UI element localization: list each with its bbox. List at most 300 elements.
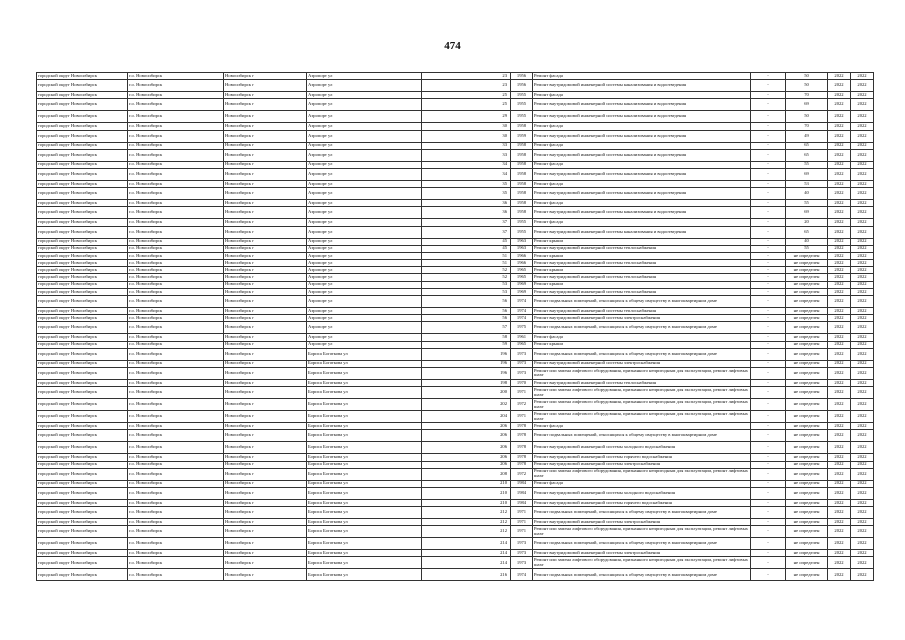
cell-city: Новосибирск г [224, 367, 307, 379]
cell-build-year: 1965 [511, 267, 533, 274]
cell-amount: не определен [786, 315, 828, 322]
cell-work-type: Ремонт подвальных помещений, относящихся к общему имуществу в многоквартирном доме [533, 296, 751, 308]
cell-city: Новосибирск г [224, 161, 307, 168]
cell-plan-year-end: 2022 [851, 99, 874, 111]
cell-plan-year-end: 2022 [851, 557, 874, 569]
cell-street: Аэропорт ул [307, 73, 422, 80]
cell-dash: - [751, 430, 786, 442]
cell-settlement: г.о. Новосибирск [128, 219, 224, 226]
cell-city: Новосибирск г [224, 442, 307, 454]
cell-settlement: г.о. Новосибирск [128, 245, 224, 252]
cell-plan-year-end: 2022 [851, 423, 874, 430]
cell-municipality: городской округ Новосибирск [37, 341, 128, 348]
cell-plan-year-start: 2022 [828, 557, 851, 569]
cell-build-year: 1966 [511, 260, 533, 267]
cell-settlement: г.о. Новосибирск [128, 296, 224, 308]
cell-street: Бориса Богаткова ул [307, 442, 422, 454]
cell-work-type: Ремонт фасада [533, 73, 751, 80]
table-row [37, 142, 874, 149]
cell-city: Новосибирск г [224, 111, 307, 123]
cell-work-type: Ремонт крыши [533, 267, 751, 274]
cell-amount: 69 [786, 207, 828, 219]
cell-municipality: городской округ Новосибирск [37, 442, 128, 454]
cell-plan-year-start: 2022 [828, 442, 851, 454]
cell-settlement: г.о. Новосибирск [128, 550, 224, 557]
cell-settlement: г.о. Новосибирск [128, 142, 224, 149]
cell-city: Новосибирск г [224, 315, 307, 322]
cell-house-number: 29 [422, 111, 511, 123]
table-row [37, 507, 874, 519]
cell-municipality: городской округ Новосибирск [37, 99, 128, 111]
cell-amount: не определен [786, 399, 828, 411]
cell-municipality: городской округ Новосибирск [37, 468, 128, 480]
cell-city: Новосибирск г [224, 468, 307, 480]
table-row [37, 454, 874, 461]
cell-settlement: г.о. Новосибирск [128, 200, 224, 207]
cell-work-type: Ремонт подвальных помещений, относящихся к общему имуществу в многоквартирном доме [533, 507, 751, 519]
cell-work-type: Ремонт подвальных помещений, относящихся к общему имуществу в многоквартирном доме [533, 538, 751, 550]
cell-build-year: 1978 [511, 430, 533, 442]
cell-settlement: г.о. Новосибирск [128, 487, 224, 499]
cell-work-type: Ремонт подвальных помещений, относящихся к общему имуществу в многоквартирном доме [533, 322, 751, 334]
cell-plan-year-start: 2022 [828, 480, 851, 487]
cell-house-number: 214 [422, 538, 511, 550]
cell-plan-year-end: 2022 [851, 430, 874, 442]
cell-dash: - [751, 550, 786, 557]
cell-house-number: 214 [422, 557, 511, 569]
cell-settlement: г.о. Новосибирск [128, 226, 224, 238]
cell-city: Новосибирск г [224, 569, 307, 581]
cell-municipality: городской округ Новосибирск [37, 123, 128, 130]
cell-municipality: городской округ Новосибирск [37, 274, 128, 281]
cell-work-type: Ремонт внутридомовой инженерной системы горячего водоснабжения [533, 454, 751, 461]
cell-settlement: г.о. Новосибирск [128, 123, 224, 130]
cell-plan-year-start: 2022 [828, 267, 851, 274]
cell-work-type: Ремонт внутридомовой инженерной системы теплоснабжения [533, 308, 751, 315]
cell-city: Новосибирск г [224, 557, 307, 569]
cell-work-type: Ремонт или замена лифтового оборудования, признанного непригодным для эксплуатации, ремонт лифтовых шахт [533, 526, 751, 538]
cell-build-year: 1965 [511, 341, 533, 348]
cell-municipality: городской округ Новосибирск [37, 260, 128, 267]
cell-plan-year-end: 2022 [851, 569, 874, 581]
cell-work-type: Ремонт фасада [533, 123, 751, 130]
table-row [37, 288, 874, 295]
cell-house-number: 204 [422, 411, 511, 423]
cell-plan-year-end: 2022 [851, 130, 874, 142]
cell-build-year: 1973 [511, 550, 533, 557]
cell-work-type: Ремонт внутридомовой инженерной системы холодного водоснабжения [533, 487, 751, 499]
cell-street: Аэропорт ул [307, 200, 422, 207]
cell-house-number: 53 [422, 281, 511, 288]
cell-house-number: 52 [422, 267, 511, 274]
cell-settlement: г.о. Новосибирск [128, 238, 224, 245]
cell-plan-year-start: 2022 [828, 322, 851, 334]
cell-amount: не определен [786, 468, 828, 480]
cell-municipality: городской округ Новосибирск [37, 207, 128, 219]
cell-street: Аэропорт ул [307, 281, 422, 288]
cell-dash: - [751, 149, 786, 161]
cell-house-number: 30 [422, 123, 511, 130]
cell-street: Бориса Богаткова ул [307, 499, 422, 506]
cell-house-number: 58 [422, 334, 511, 341]
cell-work-type: Ремонт крыши [533, 281, 751, 288]
cell-street: Аэропорт ул [307, 188, 422, 200]
table-row [37, 519, 874, 526]
cell-settlement: г.о. Новосибирск [128, 180, 224, 187]
cell-house-number: 36 [422, 200, 511, 207]
cell-street: Бориса Богаткова ул [307, 507, 422, 519]
cell-municipality: городской округ Новосибирск [37, 387, 128, 399]
cell-dash: - [751, 557, 786, 569]
cell-dash: - [751, 461, 786, 468]
cell-settlement: г.о. Новосибирск [128, 111, 224, 123]
cell-work-type: Ремонт крыши [533, 252, 751, 259]
table-row [37, 111, 874, 123]
cell-plan-year-start: 2022 [828, 507, 851, 519]
cell-build-year: 1958 [511, 200, 533, 207]
cell-municipality: городской округ Новосибирск [37, 92, 128, 99]
cell-dash: - [751, 348, 786, 360]
cell-dash: - [751, 296, 786, 308]
cell-amount: не определен [786, 569, 828, 581]
cell-amount: 50 [786, 80, 828, 92]
cell-street: Бориса Богаткова ул [307, 468, 422, 480]
cell-street: Аэропорт ул [307, 130, 422, 142]
cell-municipality: городской округ Новосибирск [37, 557, 128, 569]
cell-house-number: 206 [422, 454, 511, 461]
cell-work-type: Ремонт подвальных помещений, относящихся к общему имуществу в многоквартирном доме [533, 348, 751, 360]
cell-build-year: 1958 [511, 188, 533, 200]
cell-street: Бориса Богаткова ул [307, 569, 422, 581]
cell-dash: - [751, 322, 786, 334]
cell-build-year: 1965 [511, 274, 533, 281]
cell-plan-year-start: 2022 [828, 411, 851, 423]
cell-settlement: г.о. Новосибирск [128, 423, 224, 430]
table-row [37, 367, 874, 379]
cell-amount: 53 [786, 180, 828, 187]
table-row [37, 334, 874, 341]
cell-street: Аэропорт ул [307, 142, 422, 149]
cell-plan-year-end: 2022 [851, 360, 874, 367]
table-row [37, 423, 874, 430]
cell-city: Новосибирск г [224, 430, 307, 442]
cell-street: Бориса Богаткова ул [307, 387, 422, 399]
cell-settlement: г.о. Новосибирск [128, 322, 224, 334]
cell-dash: - [751, 288, 786, 295]
cell-municipality: городской округ Новосибирск [37, 219, 128, 226]
cell-house-number: 198 [422, 379, 511, 386]
cell-amount: не определен [786, 322, 828, 334]
cell-build-year: 1974 [511, 296, 533, 308]
cell-work-type: Ремонт внутридомовой инженерной системы канализования и водоотведения [533, 130, 751, 142]
cell-amount: 50 [786, 73, 828, 80]
cell-dash: - [751, 468, 786, 480]
cell-build-year: 1958 [511, 168, 533, 180]
cell-city: Новосибирск г [224, 267, 307, 274]
cell-dash: - [751, 252, 786, 259]
cell-work-type: Ремонт внутридомовой инженерной системы теплоснабжения [533, 288, 751, 295]
cell-street: Аэропорт ул [307, 288, 422, 295]
cell-build-year: 1973 [511, 360, 533, 367]
cell-build-year: 1984 [511, 487, 533, 499]
cell-build-year: 1973 [511, 348, 533, 360]
cell-plan-year-start: 2022 [828, 538, 851, 550]
cell-house-number: 216 [422, 569, 511, 581]
table-row [37, 149, 874, 161]
table-row [37, 461, 874, 468]
cell-build-year: 1971 [511, 387, 533, 399]
cell-city: Новосибирск г [224, 454, 307, 461]
cell-street: Бориса Богаткова ул [307, 480, 422, 487]
cell-house-number: 51 [422, 252, 511, 259]
cell-build-year: 1956 [511, 73, 533, 80]
cell-house-number: 53 [422, 288, 511, 295]
cell-municipality: городской округ Новосибирск [37, 411, 128, 423]
cell-municipality: городской округ Новосибирск [37, 111, 128, 123]
cell-plan-year-start: 2022 [828, 111, 851, 123]
cell-amount: не определен [786, 499, 828, 506]
cell-plan-year-end: 2022 [851, 454, 874, 461]
cell-plan-year-start: 2022 [828, 161, 851, 168]
cell-dash: - [751, 423, 786, 430]
cell-house-number: 30 [422, 130, 511, 142]
cell-dash: - [751, 99, 786, 111]
cell-settlement: г.о. Новосибирск [128, 207, 224, 219]
cell-plan-year-end: 2022 [851, 188, 874, 200]
cell-build-year: 1958 [511, 161, 533, 168]
cell-plan-year-start: 2022 [828, 123, 851, 130]
cell-municipality: городской округ Новосибирск [37, 569, 128, 581]
cell-build-year: 1971 [511, 411, 533, 423]
cell-city: Новосибирск г [224, 142, 307, 149]
cell-house-number: 51 [422, 260, 511, 267]
cell-municipality: городской округ Новосибирск [37, 379, 128, 386]
cell-dash: - [751, 526, 786, 538]
cell-municipality: городской округ Новосибирск [37, 454, 128, 461]
cell-municipality: городской округ Новосибирск [37, 550, 128, 557]
cell-street: Аэропорт ул [307, 341, 422, 348]
cell-build-year: 1974 [511, 315, 533, 322]
cell-build-year: 1966 [511, 252, 533, 259]
cell-dash: - [751, 111, 786, 123]
cell-settlement: г.о. Новосибирск [128, 99, 224, 111]
cell-amount: 55 [786, 245, 828, 252]
cell-city: Новосибирск г [224, 334, 307, 341]
cell-settlement: г.о. Новосибирск [128, 442, 224, 454]
cell-municipality: городской округ Новосибирск [37, 200, 128, 207]
cell-plan-year-start: 2022 [828, 207, 851, 219]
table-row [37, 315, 874, 322]
cell-plan-year-start: 2022 [828, 367, 851, 379]
cell-dash: - [751, 360, 786, 367]
cell-settlement: г.о. Новосибирск [128, 92, 224, 99]
table-row [37, 468, 874, 480]
cell-municipality: городской округ Новосибирск [37, 252, 128, 259]
cell-build-year: 1978 [511, 454, 533, 461]
cell-dash: - [751, 226, 786, 238]
cell-dash: - [751, 168, 786, 180]
table-row [37, 341, 874, 348]
cell-city: Новосибирск г [224, 296, 307, 308]
cell-work-type: Ремонт крыши [533, 341, 751, 348]
cell-settlement: г.о. Новосибирск [128, 288, 224, 295]
cell-municipality: городской округ Новосибирск [37, 238, 128, 245]
cell-work-type: Ремонт внутридомовой инженерной системы канализования и водоотведения [533, 207, 751, 219]
cell-city: Новосибирск г [224, 538, 307, 550]
table-row [37, 219, 874, 226]
cell-municipality: городской округ Новосибирск [37, 519, 128, 526]
cell-house-number: 25 [422, 99, 511, 111]
cell-house-number: 200 [422, 387, 511, 399]
table-row [37, 296, 874, 308]
cell-build-year: 1970 [511, 379, 533, 386]
cell-city: Новосибирск г [224, 149, 307, 161]
cell-build-year: 1972 [511, 468, 533, 480]
cell-municipality: городской округ Новосибирск [37, 142, 128, 149]
cell-dash: - [751, 387, 786, 399]
cell-plan-year-end: 2022 [851, 399, 874, 411]
cell-house-number: 35 [422, 188, 511, 200]
cell-municipality: городской округ Новосибирск [37, 367, 128, 379]
cell-house-number: 202 [422, 399, 511, 411]
cell-plan-year-start: 2022 [828, 142, 851, 149]
cell-build-year: 1975 [511, 322, 533, 334]
cell-build-year: 1974 [511, 308, 533, 315]
cell-amount: не определен [786, 260, 828, 267]
cell-settlement: г.о. Новосибирск [128, 341, 224, 348]
table-row [37, 308, 874, 315]
cell-municipality: городской округ Новосибирск [37, 161, 128, 168]
cell-municipality: городской округ Новосибирск [37, 130, 128, 142]
cell-city: Новосибирск г [224, 226, 307, 238]
cell-house-number: 34 [422, 168, 511, 180]
cell-plan-year-end: 2022 [851, 526, 874, 538]
cell-settlement: г.о. Новосибирск [128, 149, 224, 161]
cell-plan-year-start: 2022 [828, 526, 851, 538]
cell-plan-year-end: 2022 [851, 387, 874, 399]
cell-settlement: г.о. Новосибирск [128, 73, 224, 80]
cell-plan-year-start: 2022 [828, 80, 851, 92]
cell-amount: 49 [786, 130, 828, 142]
cell-build-year: 1978 [511, 442, 533, 454]
table-row [37, 92, 874, 99]
cell-house-number: 33 [422, 142, 511, 149]
cell-plan-year-start: 2022 [828, 430, 851, 442]
cell-settlement: г.о. Новосибирск [128, 168, 224, 180]
cell-amount: 65 [786, 142, 828, 149]
cell-amount: не определен [786, 519, 828, 526]
table-row [37, 360, 874, 367]
cell-street: Бориса Богаткова ул [307, 367, 422, 379]
cell-build-year: 1984 [511, 480, 533, 487]
cell-street: Бориса Богаткова ул [307, 526, 422, 538]
cell-plan-year-end: 2022 [851, 80, 874, 92]
cell-dash: - [751, 80, 786, 92]
cell-build-year: 1958 [511, 207, 533, 219]
cell-city: Новосибирск г [224, 341, 307, 348]
cell-build-year: 1959 [511, 130, 533, 142]
cell-street: Аэропорт ул [307, 274, 422, 281]
cell-municipality: городской округ Новосибирск [37, 180, 128, 187]
table-row [37, 550, 874, 557]
table-row [37, 238, 874, 245]
cell-plan-year-end: 2022 [851, 442, 874, 454]
cell-municipality: городской округ Новосибирск [37, 507, 128, 519]
cell-house-number: 208 [422, 468, 511, 480]
cell-house-number: 36 [422, 207, 511, 219]
cell-work-type: Ремонт внутридомовой инженерной системы канализования и водоотведения [533, 149, 751, 161]
cell-amount: не определен [786, 360, 828, 367]
cell-work-type: Ремонт или замена лифтового оборудования, признанного непригодным для эксплуатации, ремонт лифтовых шахт [533, 411, 751, 423]
cell-municipality: городской округ Новосибирск [37, 288, 128, 295]
cell-city: Новосибирск г [224, 238, 307, 245]
cell-amount: не определен [786, 274, 828, 281]
cell-house-number: 196 [422, 360, 511, 367]
cell-plan-year-start: 2022 [828, 334, 851, 341]
cell-dash: - [751, 487, 786, 499]
cell-amount: 40 [786, 188, 828, 200]
cell-municipality: городской округ Новосибирск [37, 499, 128, 506]
cell-street: Бориса Богаткова ул [307, 487, 422, 499]
cell-house-number: 206 [422, 430, 511, 442]
cell-build-year: 1963 [511, 245, 533, 252]
table-row [37, 252, 874, 259]
cell-work-type: Ремонт внутридомовой инженерной системы теплоснабжения [533, 274, 751, 281]
table-row [37, 207, 874, 219]
cell-plan-year-end: 2022 [851, 315, 874, 322]
table-row [37, 569, 874, 581]
cell-city: Новосибирск г [224, 219, 307, 226]
cell-municipality: городской округ Новосибирск [37, 267, 128, 274]
cell-street: Аэропорт ул [307, 111, 422, 123]
cell-dash: - [751, 379, 786, 386]
cell-street: Аэропорт ул [307, 180, 422, 187]
cell-plan-year-start: 2022 [828, 200, 851, 207]
cell-build-year: 1956 [511, 80, 533, 92]
cell-plan-year-end: 2022 [851, 538, 874, 550]
cell-plan-year-end: 2022 [851, 142, 874, 149]
cell-plan-year-end: 2022 [851, 281, 874, 288]
table-row [37, 99, 874, 111]
cell-city: Новосибирск г [224, 123, 307, 130]
cell-dash: - [751, 399, 786, 411]
table-row [37, 538, 874, 550]
cell-dash: - [751, 281, 786, 288]
cell-build-year: 1984 [511, 499, 533, 506]
cell-dash: - [751, 245, 786, 252]
cell-city: Новосибирск г [224, 245, 307, 252]
table-row [37, 379, 874, 386]
cell-dash: - [751, 341, 786, 348]
cell-street: Аэропорт ул [307, 260, 422, 267]
table-row [37, 274, 874, 281]
cell-house-number: 57 [422, 322, 511, 334]
cell-plan-year-end: 2022 [851, 334, 874, 341]
cell-house-number: 59 [422, 341, 511, 348]
cell-plan-year-end: 2022 [851, 123, 874, 130]
cell-municipality: городской округ Новосибирск [37, 487, 128, 499]
cell-city: Новосибирск г [224, 423, 307, 430]
cell-municipality: городской округ Новосибирск [37, 461, 128, 468]
cell-dash: - [751, 238, 786, 245]
cell-municipality: городской округ Новосибирск [37, 399, 128, 411]
table-row [37, 281, 874, 288]
cell-settlement: г.о. Новосибирск [128, 315, 224, 322]
cell-municipality: городской округ Новосибирск [37, 296, 128, 308]
cell-work-type: Ремонт фасада [533, 180, 751, 187]
table-body [37, 73, 874, 581]
table-row [37, 80, 874, 92]
